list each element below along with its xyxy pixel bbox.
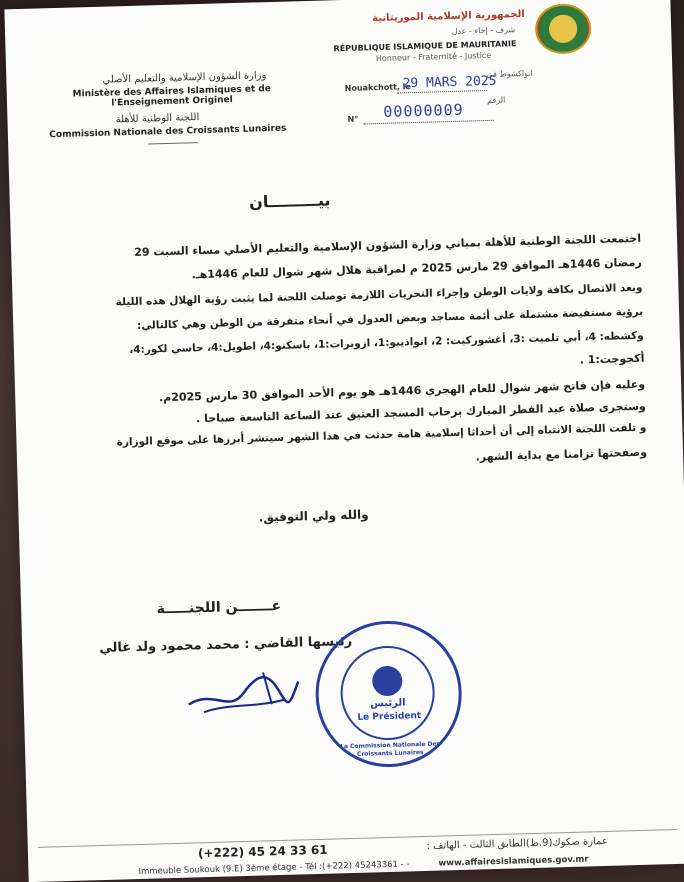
footer-address-fr: Immeuble Soukouk (9.E) 3ème étage - Tél :(+222) 45243361 - - (138, 859, 410, 878)
document-page (4, 0, 684, 882)
ministry-name-fr: Ministère des Affaires Islamiques et de l'Enseignement Originel (72, 84, 272, 109)
date-label-ar: انواكشوط في (486, 68, 533, 79)
national-emblem-icon (534, 3, 591, 55)
republic-name-ar: الجمهورية الإسلامية الموريتانية (372, 8, 525, 25)
stamp-ring-text: La Commission Nationale Des Croissants Lunaires (339, 740, 441, 758)
closing-text: والله ولي التوفيق. (258, 507, 369, 525)
body-line-6: أكجوجت:1 . (579, 351, 645, 367)
motto-fr: Honneur - Fraternité - Justice (375, 50, 492, 64)
committee-name-ar: اللجنة الوطنية للأهلة (115, 112, 200, 126)
stamp-center-ar: الرئيس (370, 697, 406, 710)
footer-address-ar: عمارة صكوك(9.ط)الطابق الثالث - الهاتف : (426, 835, 608, 852)
ministry-name-ar: وزارة الشؤون الإسلامية والتعليم الأصلي (102, 70, 267, 86)
stamp-inner-ring (339, 645, 436, 742)
divider (148, 142, 198, 144)
signature-president: رئيسها القاضي : محمد محمود ولد غالي (99, 633, 353, 657)
official-stamp (314, 619, 464, 769)
handwritten-signature-icon (183, 661, 305, 724)
footer-website: www.affairesislamiques.gov.mr (438, 854, 589, 869)
body-line-8: وستجرى صلاة عيد الفطر المبارك برحاب المسجد العتيق عند الساعة التاسعة صباحا . (195, 399, 646, 426)
body-line-3: وبعد الاتصال بكافة ولايات الوطن وإجراء التحريات اللازمة توصلت اللجنة لما يثبت رؤية الهلال هذه الليلة (115, 281, 643, 309)
republic-name-fr: RÉPUBLIQUE ISLAMIQUE DE MAURITANIE (333, 39, 517, 54)
number-label: N° (347, 114, 359, 124)
body-line-7: وعليه فإن فاتح شهر شوال للعام الهجري 1446هـ هو يوم الأحد الموافق 30 مارس 2025م. (158, 377, 646, 405)
date-value: 29 MARS 2025 (402, 73, 497, 92)
footer-phone: (+222) 45 24 33 61 (197, 842, 328, 861)
body-line-5: وكشطه: 4، أبي تلميت :3، أغشوركيت: 2، انواذيبو:1، ازويرات:1، باسكنو:4، اطويل:4، حاسي لكور:4، (129, 329, 644, 357)
body-line-10: وصفحتها تزامنا مع بداية الشهر. (475, 445, 648, 464)
body-line-1: اجتمعت اللجنة الوطنية للأهلة بمباني وزارة الشؤون الإسلامية والتعليم الأصلي مساء السبت 29 (134, 231, 642, 259)
document-title: بيـــــــــان (248, 190, 331, 212)
star-crescent-icon (372, 666, 403, 697)
motto-ar: شرف - إخاء - عدل (451, 25, 516, 36)
signature-from: عـــــــن اللجنـــــة (156, 597, 282, 618)
committee-name-fr: Commission Nationale des Croissants Lunaires (49, 123, 287, 141)
date-label: Nouakchott, le (344, 82, 412, 93)
stamp-center-fr: Le Président (357, 711, 422, 723)
body-line-4: برؤية مستفيضة مشتملة على أئمة مساجد وبعض العدول في أنحاء متفرقة من الوطن وهي كالتالي: (136, 305, 644, 332)
body-line-9: و تلفت اللجنة الانتباه إلى أن أحداثا إسلامية هامة حدثت في هذا الشهر سينشر أبرزها على موقع الوزارة (116, 421, 647, 449)
number-label-ar: الرقم (486, 95, 506, 105)
number-value: 00000009 (383, 100, 464, 121)
body-line-2: رمضان 1446هـ الموافق 29 مارس 2025 م لمراقبة هلال شهر شوال للعام 1446هـ. (191, 255, 642, 282)
